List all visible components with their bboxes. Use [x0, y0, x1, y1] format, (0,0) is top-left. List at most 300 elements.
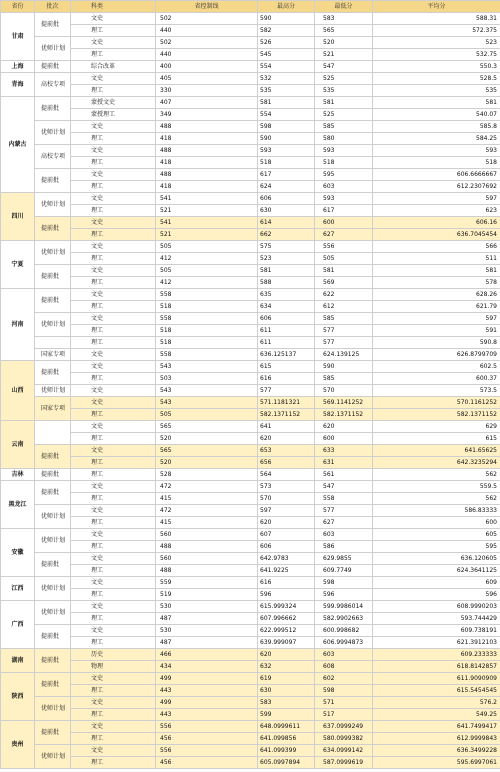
category-cell: 文史: [71, 265, 156, 277]
category-cell: 理工: [71, 85, 156, 97]
avg-score-cell: 636.120605: [373, 553, 500, 565]
table-row: [1, 385, 500, 397]
max-score-cell: 636.125137: [258, 349, 315, 361]
min-score-cell: 505: [315, 253, 373, 265]
category-cell: 理工: [71, 613, 156, 625]
avg-score-cell: 593.744429: [373, 613, 500, 625]
avg-score-cell: 591: [373, 325, 500, 337]
table-body: [1, 13, 500, 769]
min-score-cell: 600: [315, 433, 373, 445]
max-score-cell: 573: [258, 481, 315, 493]
min-score-cell: 603: [315, 181, 373, 193]
category-cell: 历史: [71, 649, 156, 661]
max-score-cell: 606: [258, 193, 315, 205]
table-row: [1, 397, 500, 409]
avg-score-cell: 641.65625: [373, 445, 500, 457]
avg-score-cell: 628.26: [373, 289, 500, 301]
max-score-cell: 635: [258, 289, 315, 301]
min-score-cell: 622: [315, 289, 373, 301]
control-line-cell: 502: [156, 37, 258, 49]
table-row: [1, 457, 500, 469]
control-line-cell: 412: [156, 253, 258, 265]
category-cell: 文史: [71, 349, 156, 361]
max-score-cell: 641.9225: [258, 565, 315, 577]
avg-score-cell: 605: [373, 529, 500, 541]
category-cell: 文史: [71, 553, 156, 565]
min-score-cell: 599.9986014: [315, 601, 373, 613]
min-score-cell: 620: [315, 421, 373, 433]
category-cell: 文史: [71, 697, 156, 709]
control-line-cell: 330: [156, 85, 258, 97]
max-score-cell: 619: [258, 673, 315, 685]
avg-score-cell: 597: [373, 313, 500, 325]
category-cell: 文史: [71, 13, 156, 25]
min-score-cell: 593: [315, 145, 373, 157]
table-row: [1, 553, 500, 565]
avg-score-cell: 511: [373, 253, 500, 265]
control-line-cell: 440: [156, 49, 258, 61]
table-row: [1, 661, 500, 673]
min-score-cell: 609.7749: [315, 565, 373, 577]
min-score-cell: 570: [315, 385, 373, 397]
category-cell: 物理: [71, 661, 156, 673]
table-row: [1, 121, 500, 133]
category-cell: 理工: [71, 709, 156, 721]
table-row: [1, 37, 500, 49]
avg-score-cell: 600: [373, 517, 500, 529]
avg-score-cell: 621.79: [373, 301, 500, 313]
control-line-cell: 530: [156, 625, 258, 637]
avg-score-cell: 559.5: [373, 481, 500, 493]
province-cell: 吉林: [1, 469, 35, 481]
category-cell: 理工: [71, 253, 156, 265]
min-score-cell: 608: [315, 661, 373, 673]
category-cell: 理工: [71, 541, 156, 553]
avg-score-cell: 636.7045454: [373, 229, 500, 241]
avg-score-cell: 606.16: [373, 217, 500, 229]
min-score-cell: 571: [315, 697, 373, 709]
control-line-cell: 543: [156, 361, 258, 373]
table-row: [1, 709, 500, 721]
min-score-cell: 587.0999619: [315, 757, 373, 769]
max-score-cell: 611: [258, 325, 315, 337]
avg-score-cell: 566: [373, 241, 500, 253]
avg-score-cell: 606.6666667: [373, 169, 500, 181]
min-score-cell: 520: [315, 37, 373, 49]
control-line-cell: 472: [156, 481, 258, 493]
control-line-cell: 503: [156, 373, 258, 385]
max-score-cell: 606: [258, 313, 315, 325]
max-score-cell: 616: [258, 577, 315, 589]
category-cell: 理工: [71, 757, 156, 769]
category-cell: 文史: [71, 385, 156, 397]
control-line-cell: 505: [156, 265, 258, 277]
max-score-cell: 611: [258, 337, 315, 349]
batch-cell: 提前批: [35, 673, 71, 697]
province-cell: 上海: [1, 61, 35, 73]
max-score-cell: 581: [258, 265, 315, 277]
max-score-cell: 523: [258, 253, 315, 265]
control-line-cell: 440: [156, 25, 258, 37]
province-cell: 陕西: [1, 673, 35, 721]
min-score-cell: 633: [315, 445, 373, 457]
max-score-cell: 582: [258, 25, 315, 37]
table-row: [1, 697, 500, 709]
header-province: 省份: [1, 1, 35, 13]
max-score-cell: 575: [258, 241, 315, 253]
table-row: [1, 337, 500, 349]
avg-score-cell: 528.5: [373, 73, 500, 85]
avg-score-cell: 535: [373, 85, 500, 97]
table-row: [1, 493, 500, 505]
min-score-cell: 627: [315, 229, 373, 241]
avg-score-cell: 590.8: [373, 337, 500, 349]
max-score-cell: 518: [258, 157, 315, 169]
table-row: [1, 325, 500, 337]
control-line-cell: 520: [156, 433, 258, 445]
control-line-cell: 488: [156, 565, 258, 577]
control-line-cell: 518: [156, 325, 258, 337]
avg-score-cell: 618.8142857: [373, 661, 500, 673]
min-score-cell: 593: [315, 193, 373, 205]
batch-cell: 优师计划: [35, 241, 71, 265]
avg-score-cell: 596: [373, 589, 500, 601]
min-score-cell: 612: [315, 301, 373, 313]
table-row: [1, 421, 500, 433]
batch-cell: 提前批: [35, 721, 71, 745]
control-line-cell: 418: [156, 133, 258, 145]
max-score-cell: 615.999324: [258, 601, 315, 613]
province-cell: 山西: [1, 361, 35, 421]
batch-cell: 提前批: [35, 445, 71, 469]
table-row: [1, 313, 500, 325]
table-row: [1, 445, 500, 457]
batch-cell: 高校专项: [35, 73, 71, 97]
avg-score-cell: 570.1161252: [373, 397, 500, 409]
control-line-cell: 407: [156, 97, 258, 109]
province-cell: 安徽: [1, 529, 35, 577]
control-line-cell: 488: [156, 541, 258, 553]
avg-score-cell: 573.5: [373, 385, 500, 397]
max-score-cell: 581: [258, 97, 315, 109]
batch-cell: 提前批: [35, 361, 71, 385]
min-score-cell: 617: [315, 205, 373, 217]
category-cell: 文史: [71, 73, 156, 85]
control-line-cell: 502: [156, 13, 258, 25]
max-score-cell: 588: [258, 277, 315, 289]
avg-score-cell: 600.37: [373, 373, 500, 385]
avg-score-cell: 624.3641125: [373, 565, 500, 577]
table-row: [1, 241, 500, 253]
min-score-cell: 582.9902663: [315, 613, 373, 625]
min-score-cell: 600: [315, 217, 373, 229]
category-cell: 理工: [71, 181, 156, 193]
max-score-cell: 620: [258, 649, 315, 661]
category-cell: 文史: [71, 313, 156, 325]
control-line-cell: 499: [156, 697, 258, 709]
category-cell: 理工: [71, 685, 156, 697]
control-line-cell: 541: [156, 217, 258, 229]
category-cell: 文史: [71, 601, 156, 613]
batch-cell: 优师计划: [35, 505, 71, 529]
avg-score-cell: 609.233333: [373, 649, 500, 661]
table-row: [1, 673, 500, 685]
max-score-cell: 532: [258, 73, 315, 85]
province-cell: 云南: [1, 421, 35, 469]
table-row: [1, 145, 500, 157]
category-cell: 文史: [71, 241, 156, 253]
max-score-cell: 641.099856: [258, 733, 315, 745]
category-cell: 理工: [71, 325, 156, 337]
category-cell: 文史: [71, 289, 156, 301]
avg-score-cell: 611.9090909: [373, 673, 500, 685]
table-row: [1, 721, 500, 733]
batch-cell: [35, 337, 71, 349]
max-score-cell: 630: [258, 205, 315, 217]
table-row: [1, 85, 500, 97]
control-line-cell: 443: [156, 685, 258, 697]
batch-cell: 提前批: [35, 481, 71, 505]
control-line-cell: 434: [156, 661, 258, 673]
table-row: [1, 649, 500, 661]
control-line-cell: 499: [156, 673, 258, 685]
batch-cell: 优师计划: [35, 121, 71, 145]
control-line-cell: 560: [156, 553, 258, 565]
max-score-cell: 656: [258, 457, 315, 469]
control-line-cell: 487: [156, 613, 258, 625]
control-line-cell: 560: [156, 529, 258, 541]
table-row: [1, 625, 500, 637]
batch-cell: 优师计划: [35, 577, 71, 601]
category-cell: 文史: [71, 169, 156, 181]
table-row: [1, 25, 500, 37]
header-category: 科类: [71, 1, 156, 13]
table-row: [1, 565, 500, 577]
batch-cell: 优师计划: [35, 385, 71, 397]
min-score-cell: 585: [315, 373, 373, 385]
max-score-cell: 554: [258, 109, 315, 121]
max-score-cell: 593: [258, 145, 315, 157]
table-row: [1, 61, 500, 73]
batch-cell: 提前批: [35, 265, 71, 289]
min-score-cell: 598: [315, 577, 373, 589]
category-cell: 文史: [71, 445, 156, 457]
province-cell: 内蒙古: [1, 97, 35, 193]
table-row: [1, 229, 500, 241]
control-line-cell: 456: [156, 757, 258, 769]
table-row: [1, 637, 500, 649]
avg-score-cell: 621.3912103: [373, 637, 500, 649]
category-cell: 文史: [71, 145, 156, 157]
min-score-cell: 581: [315, 97, 373, 109]
control-line-cell: 519: [156, 589, 258, 601]
max-score-cell: 617: [258, 169, 315, 181]
avg-score-cell: 582.1371152: [373, 409, 500, 421]
avg-score-cell: 615.5454545: [373, 685, 500, 697]
avg-score-cell: 550.3: [373, 61, 500, 73]
min-score-cell: 631: [315, 457, 373, 469]
batch-cell: 提前批: [35, 469, 71, 481]
batch-cell: 提前批: [35, 649, 71, 673]
category-cell: 理工: [71, 205, 156, 217]
category-cell: 文史: [71, 529, 156, 541]
table-row: [1, 541, 500, 553]
batch-cell: 优师计划: [35, 529, 71, 553]
control-line-cell: 521: [156, 229, 258, 241]
batch-cell: 提前批: [35, 553, 71, 577]
header-batch: 批次: [35, 1, 71, 13]
control-line-cell: 349: [156, 109, 258, 121]
min-score-cell: 586: [315, 541, 373, 553]
category-cell: 文史: [71, 673, 156, 685]
min-score-cell: 627: [315, 517, 373, 529]
max-score-cell: 583: [258, 697, 315, 709]
max-score-cell: 596: [258, 589, 315, 601]
min-score-cell: 634.0999142: [315, 745, 373, 757]
min-score-cell: 580.0999382: [315, 733, 373, 745]
min-score-cell: 598: [315, 685, 373, 697]
max-score-cell: 607: [258, 529, 315, 541]
control-line-cell: 558: [156, 289, 258, 301]
min-score-cell: 602: [315, 673, 373, 685]
control-line-cell: 543: [156, 385, 258, 397]
batch-cell: 提前批: [35, 13, 71, 37]
category-cell: 理工: [71, 469, 156, 481]
category-cell: 文史: [71, 121, 156, 133]
category-cell: 理工: [71, 133, 156, 145]
category-cell: 理工: [71, 373, 156, 385]
control-line-cell: 488: [156, 169, 258, 181]
category-cell: 理工: [71, 301, 156, 313]
category-cell: 文史: [71, 361, 156, 373]
category-cell: 文史: [71, 745, 156, 757]
category-cell: 理工: [71, 409, 156, 421]
control-line-cell: 405: [156, 73, 258, 85]
category-cell: 文史: [71, 421, 156, 433]
category-cell: 综合改革: [71, 61, 156, 73]
category-cell: 理工: [71, 433, 156, 445]
avg-score-cell: 593: [373, 145, 500, 157]
min-score-cell: 637.0999249: [315, 721, 373, 733]
min-score-cell: 525: [315, 109, 373, 121]
avg-score-cell: 562: [373, 493, 500, 505]
control-line-cell: 528: [156, 469, 258, 481]
max-score-cell: 590: [258, 133, 315, 145]
table-row: [1, 601, 500, 613]
max-score-cell: 605.0997894: [258, 757, 315, 769]
avg-score-cell: 612.2307692: [373, 181, 500, 193]
max-score-cell: 642.9783: [258, 553, 315, 565]
min-score-cell: 556: [315, 241, 373, 253]
category-cell: 文史: [71, 577, 156, 589]
category-cell: 文史: [71, 397, 156, 409]
min-score-cell: 629.9855: [315, 553, 373, 565]
max-score-cell: 634: [258, 301, 315, 313]
control-line-cell: 518: [156, 337, 258, 349]
avg-score-cell: 581: [373, 97, 500, 109]
avg-score-cell: 562: [373, 469, 500, 481]
province-cell: 湖南: [1, 649, 35, 673]
avg-score-cell: 629: [373, 421, 500, 433]
control-line-cell: 488: [156, 145, 258, 157]
min-score-cell: 590: [315, 361, 373, 373]
category-cell: 理工: [71, 493, 156, 505]
max-score-cell: 620: [258, 433, 315, 445]
table-row: [1, 505, 500, 517]
category-cell: 蒙授文史: [71, 97, 156, 109]
header-control-line: 省控制线: [156, 1, 258, 13]
table-row: [1, 589, 500, 601]
control-line-cell: 565: [156, 421, 258, 433]
max-score-cell: 616: [258, 373, 315, 385]
min-score-cell: 561: [315, 469, 373, 481]
min-score-cell: 600.998682: [315, 625, 373, 637]
table-row: [1, 685, 500, 697]
min-score-cell: 547: [315, 481, 373, 493]
min-score-cell: 580: [315, 133, 373, 145]
control-line-cell: 466: [156, 649, 258, 661]
min-score-cell: 577: [315, 505, 373, 517]
province-cell: 青海: [1, 73, 35, 97]
avg-score-cell: 612.9999843: [373, 733, 500, 745]
avg-score-cell: 532.75: [373, 49, 500, 61]
category-cell: 理工: [71, 25, 156, 37]
table-row: [1, 577, 500, 589]
control-line-cell: 505: [156, 241, 258, 253]
min-score-cell: 603: [315, 649, 373, 661]
table-row: [1, 49, 500, 61]
table-row: [1, 733, 500, 745]
control-line-cell: 520: [156, 457, 258, 469]
category-cell: 理工: [71, 589, 156, 601]
header-avg-score: 平均分: [373, 1, 500, 13]
avg-score-cell: 585.8: [373, 121, 500, 133]
batch-cell: 优师计划: [35, 37, 71, 61]
max-score-cell: 641.099399: [258, 745, 315, 757]
max-score-cell: 606: [258, 541, 315, 553]
table-row: [1, 373, 500, 385]
table-row: [1, 265, 500, 277]
category-cell: 理工: [71, 229, 156, 241]
max-score-cell: 614: [258, 217, 315, 229]
avg-score-cell: 518: [373, 157, 500, 169]
max-score-cell: 526: [258, 37, 315, 49]
table-row: [1, 133, 500, 145]
table-row: [1, 193, 500, 205]
max-score-cell: 577: [258, 385, 315, 397]
category-cell: 文史: [71, 505, 156, 517]
batch-cell: 优师计划: [35, 313, 71, 337]
min-score-cell: 606.9994873: [315, 637, 373, 649]
category-cell: 理工: [71, 277, 156, 289]
avg-score-cell: 581: [373, 265, 500, 277]
max-score-cell: 624: [258, 181, 315, 193]
table-row: [1, 529, 500, 541]
max-score-cell: 571.1181321: [258, 397, 315, 409]
batch-cell: 优师计划: [35, 745, 71, 769]
table-row: [1, 481, 500, 493]
category-cell: 理工: [71, 49, 156, 61]
category-cell: 理工: [71, 457, 156, 469]
category-cell: 理工: [71, 733, 156, 745]
max-score-cell: 570: [258, 493, 315, 505]
category-cell: 理工: [71, 337, 156, 349]
avg-score-cell: 615: [373, 433, 500, 445]
table-row: [1, 745, 500, 757]
min-score-cell: 525: [315, 73, 373, 85]
control-line-cell: 559: [156, 577, 258, 589]
min-score-cell: 558: [315, 493, 373, 505]
